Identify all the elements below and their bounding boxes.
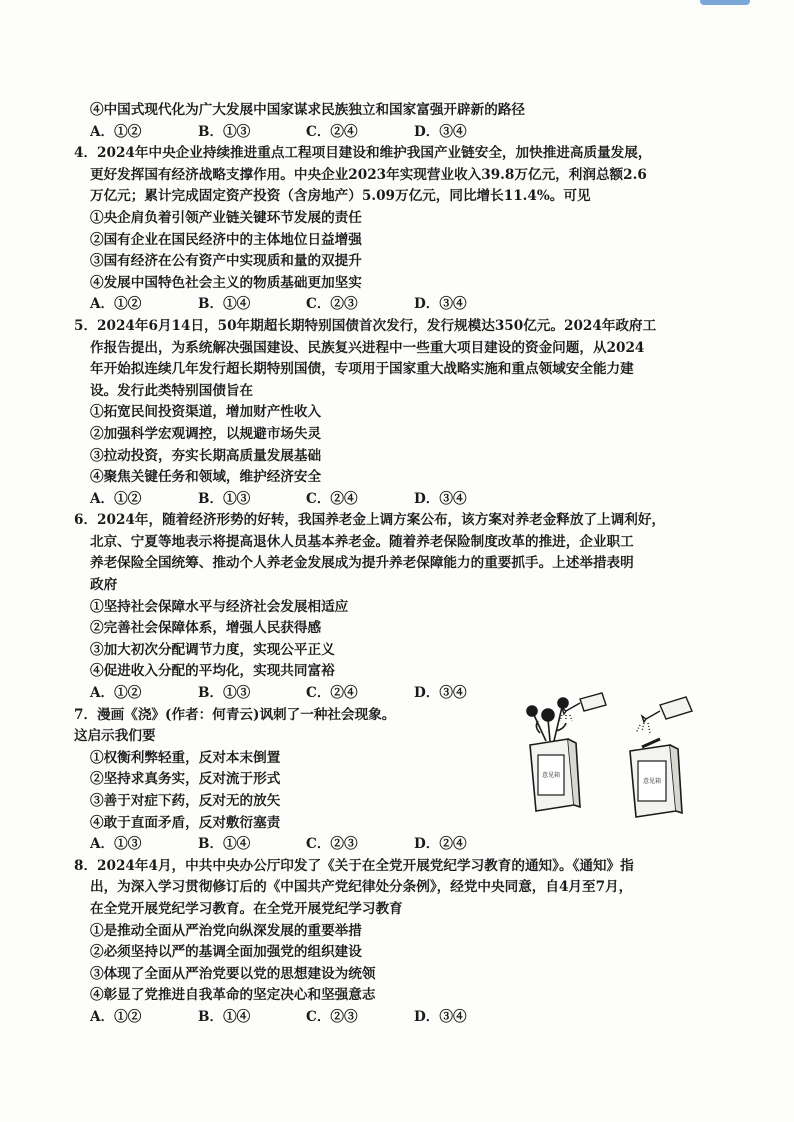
option-c[interactable]: C．②③ [306, 1008, 358, 1025]
q8-item-1: ①是推动全面从严治党向纵深发展的重要举措 [90, 922, 362, 939]
q6-stem-line: 北京、宁夏等地表示将提高退休人员基本养老金。随着养老保险制度改革的推进，企业职工 [90, 533, 634, 550]
q6-stem-line: 政府 [90, 577, 118, 594]
q5-item-2: ②加强科学宏观调控，以规避市场失灵 [90, 425, 322, 442]
q8-stem-line: 8．2024年4月，中共中央办公厅印发了《关于在全党开展党纪学习教育的通知》。《通知》指 [74, 857, 634, 874]
q5-stem-line: 设。发行此类特别国债旨在 [90, 382, 254, 399]
option-c[interactable]: C．②④ [306, 490, 358, 507]
option-b[interactable]: B．①④ [198, 296, 251, 313]
q8-stem [74, 856, 714, 921]
q3-options [74, 122, 714, 144]
watering-cartoon [510, 689, 710, 819]
q6-stem-line: 养老保险全国统筹、推动个人养老金发展成为提升养老保障能力的重要抓手。上述举措表明 [90, 555, 634, 572]
q4-stem-line: 更好发挥国有经济战略支撑作用。中央企业2023年实现营业收入39.8万亿元，利润总额2.6 [90, 166, 647, 183]
exam-page [74, 100, 714, 1029]
q4-item-4: ④发展中国特色社会主义的物质基础更加坚实 [90, 274, 362, 291]
q7-stem-line: 这启示我们要 [74, 728, 156, 745]
option-d[interactable]: D．③④ [414, 685, 467, 702]
watering-can-right [636, 697, 692, 733]
option-b[interactable]: B．①③ [198, 123, 251, 140]
q6-item-3: ③加大初次分配调节力度，实现公平正义 [90, 641, 335, 658]
q7-options [74, 834, 714, 856]
option-b[interactable]: B．①③ [198, 685, 251, 702]
option-d[interactable]: D．③④ [414, 1008, 467, 1025]
q5-item-4: ④聚焦关键任务和领域，维护经济安全 [90, 469, 322, 486]
q7-item-4: ④敢于直面矛盾，反对敷衍塞责 [90, 814, 281, 831]
q6-stem [74, 510, 714, 596]
option-c[interactable]: C．②④ [306, 685, 358, 702]
option-d[interactable]: D．②④ [414, 836, 467, 853]
option-b[interactable]: B．①④ [198, 836, 251, 853]
option-d[interactable]: D．③④ [414, 123, 467, 140]
q5-item-3: ③拉动投资，夯实长期高质量发展基础 [90, 447, 322, 464]
q4-item-2: ②国有企业在国民经济中的主体地位日益增强 [90, 231, 362, 248]
q7-stem-line: 7．漫画《浇》(作者：何青云)讽刺了一种社会现象。 [74, 706, 396, 723]
option-a[interactable]: A．①② [90, 490, 142, 507]
q8-stem-line: 出，为深入学习贯彻修订后的《中国共产党纪律处分条例》，经党中央同意，自4月至7月， [90, 879, 633, 896]
q8-item-4: ④彰显了党推进自我革命的坚定决心和坚强意志 [90, 987, 376, 1004]
option-a[interactable]: A．①③ [90, 836, 142, 853]
option-d[interactable]: D．③④ [414, 296, 467, 313]
q5-options [74, 489, 714, 511]
q8-stem-line: 在全党开展党纪学习教育。在全党开展党纪学习教育 [90, 900, 403, 917]
cartoon-label-left: 意见箱 [541, 771, 561, 779]
option-d[interactable]: D．③④ [414, 490, 467, 507]
q8-item-2: ②必须坚持以严的基调全面加强党的组织建设 [90, 944, 362, 961]
q8-item-3: ③体现了全面从严治党要以党的思想建设为统领 [90, 965, 376, 982]
q4-stem-line: 4．2024年中央企业持续推进重点工程项目建设和维护我国产业链安全，加快推进高质量发展， [74, 145, 652, 162]
q7-block [74, 705, 714, 856]
option-a[interactable]: A．①② [90, 296, 142, 313]
q6-item-2: ②完善社会保障体系，增强人民获得感 [90, 620, 322, 637]
q8-options [74, 1007, 714, 1029]
q4-item-1: ①央企肩负着引领产业链关键环节发展的责任 [90, 209, 362, 226]
q5-stem-line: 5．2024年6月14日，50年期超长期特别国债首次发行，发行规模达350亿元。2024年政府工 [74, 317, 657, 334]
option-a[interactable]: A．①② [90, 123, 142, 140]
q4-stem-line: 万亿元；累计完成固定资产投资（含房地产）5.09万亿元，同比增长11.4%。可见 [90, 188, 591, 205]
q5-item-1: ①拓宽民间投资渠道，增加财产性收入 [90, 404, 322, 421]
q4-options [74, 294, 714, 316]
q5-stem-line: 作报告提出，为系统解决强国建设、民族复兴进程中一些重大项目建设的资金问题，从2024 [90, 339, 645, 356]
flower-pot-left [527, 698, 580, 811]
q7-item-1: ①权衡利弊轻重，反对本末倒置 [90, 749, 281, 766]
option-c[interactable]: C．②④ [306, 123, 358, 140]
option-c[interactable]: C．②③ [306, 296, 358, 313]
q3-item-4: ④中国式现代化为广大发展中国家谋求民族独立和国家富强开辟新的路径 [90, 102, 525, 118]
q5-stem-line: 年开始拟连续几年发行超长期特别国债，专项用于国家重大战略实施和重点领域安全能力建 [90, 361, 634, 378]
q7-item-2: ②坚持求真务实，反对流于形式 [90, 771, 281, 788]
flower-pot-right [630, 739, 682, 817]
q6-item-1: ①坚持社会保障水平与经济社会发展相适应 [90, 598, 349, 615]
q7-item-3: ③善于对症下药，反对无的放矢 [90, 793, 281, 809]
q4-stem [74, 143, 714, 208]
q4-item-3: ③国有经济在公有资产中实现质和量的双提升 [90, 253, 362, 270]
option-a[interactable]: A．①② [90, 1008, 142, 1025]
cartoon-label-right: 意见箱 [642, 777, 662, 785]
option-b[interactable]: B．①③ [198, 490, 251, 507]
corner-mark [700, 0, 750, 5]
q5-stem [74, 316, 714, 402]
option-c[interactable]: C．②③ [306, 836, 358, 853]
option-a[interactable]: A．①② [90, 685, 142, 702]
q6-stem-line: 6．2024年，随着经济形势的好转，我国养老金上调方案公布，该方案对养老金释放了上调利好， [74, 512, 666, 529]
option-b[interactable]: B．①④ [198, 1008, 251, 1025]
q6-item-4: ④促进收入分配的平均化，实现共同富裕 [90, 663, 335, 680]
